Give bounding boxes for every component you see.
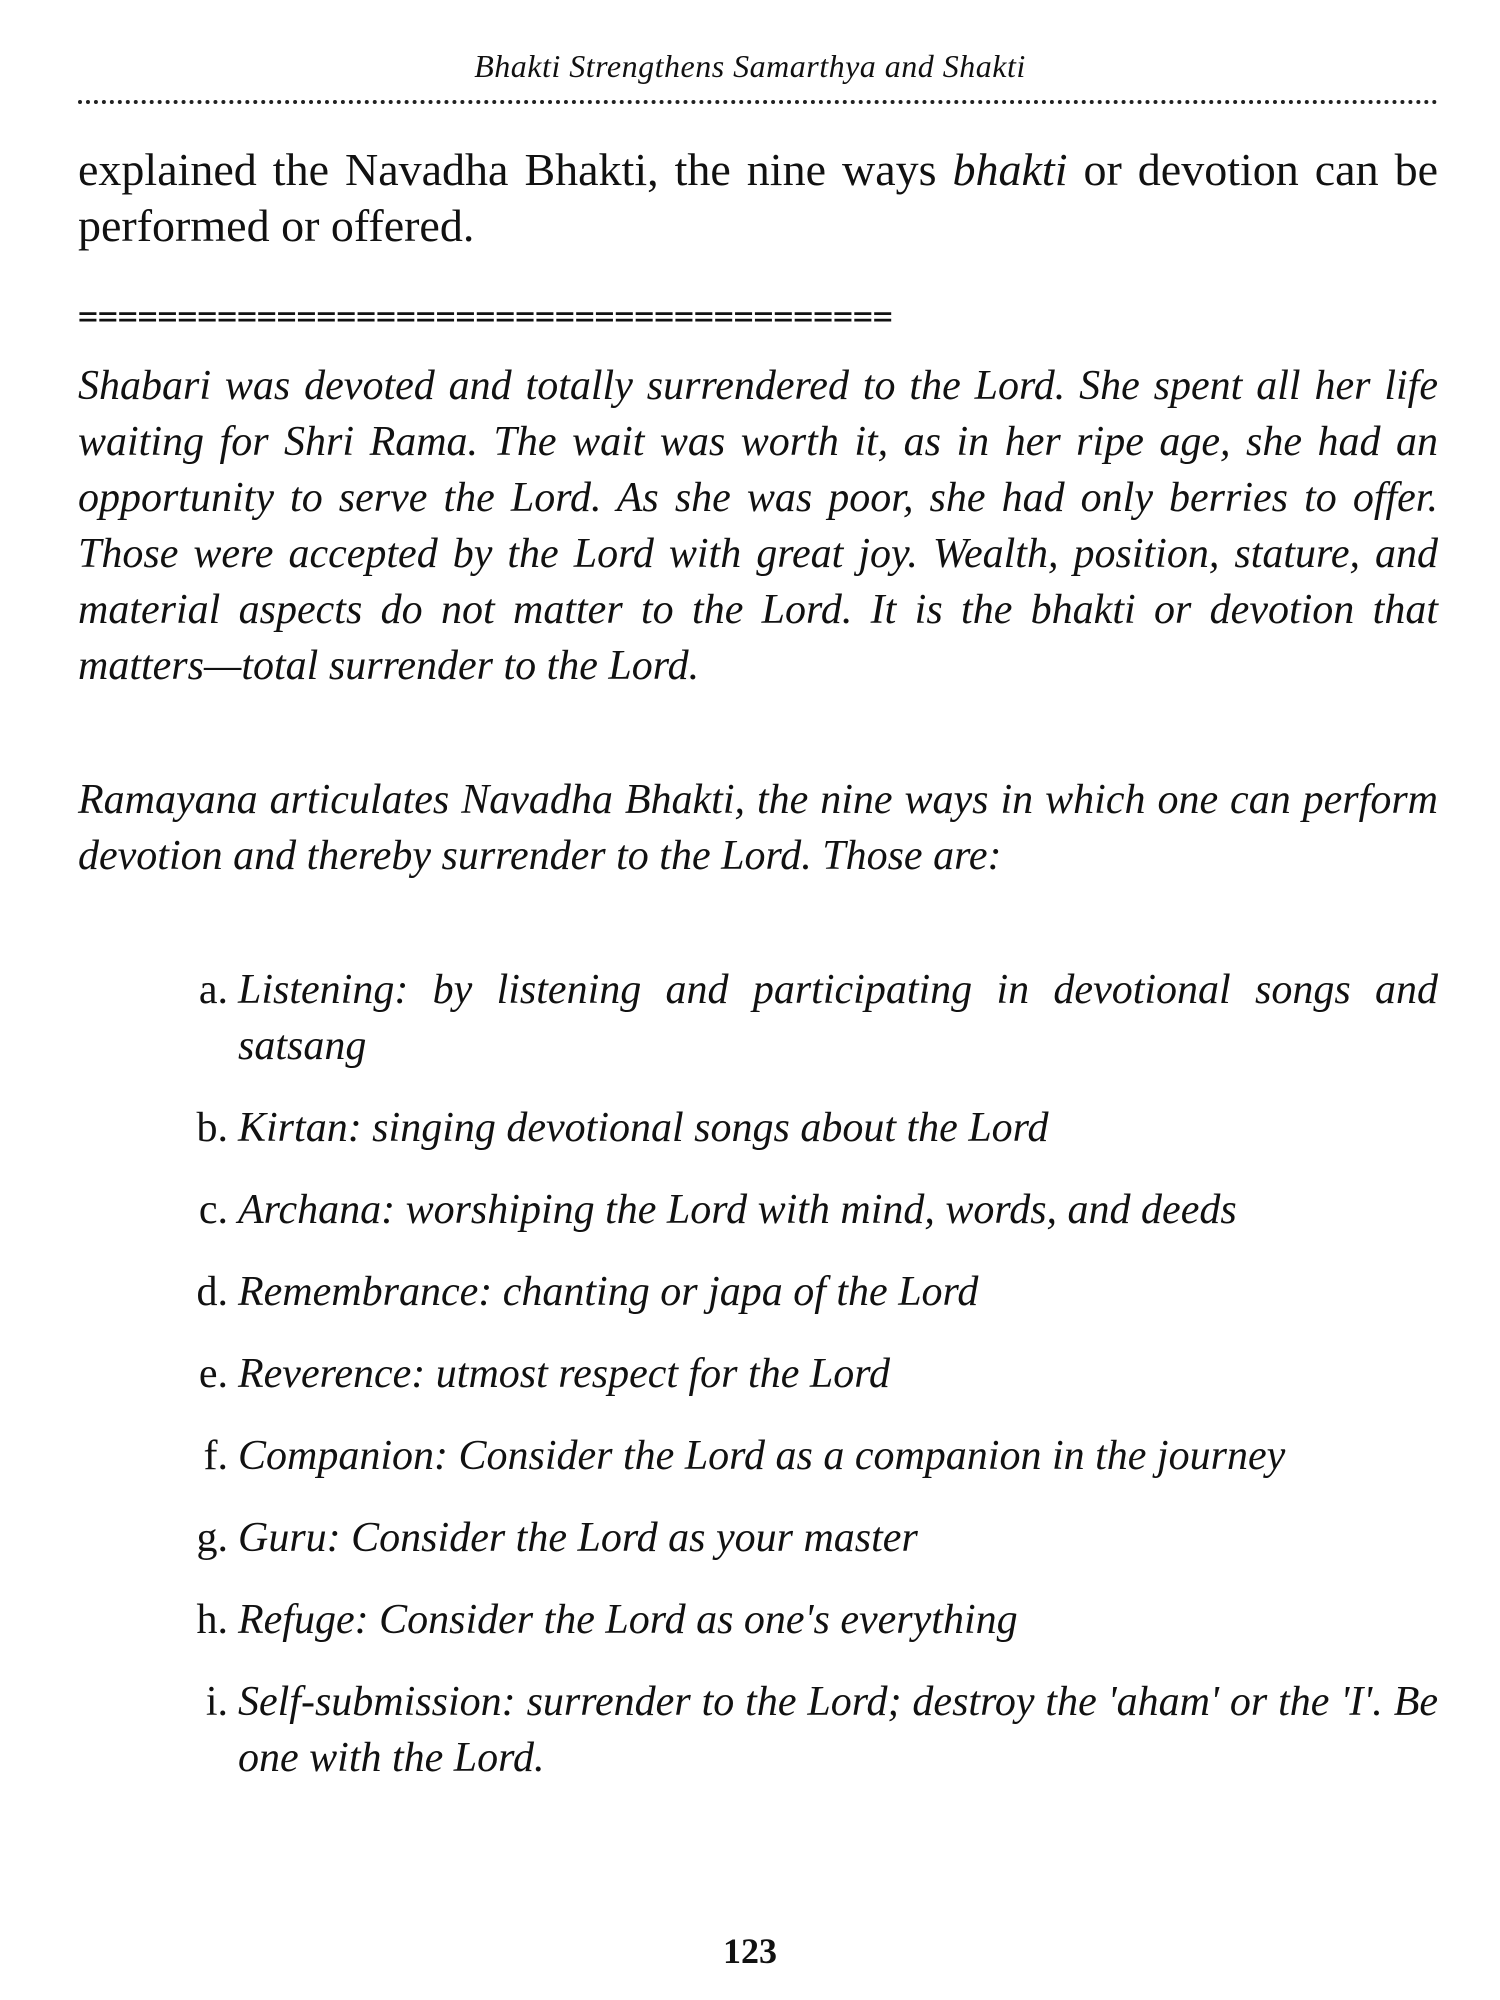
list-marker: h. [196, 1597, 228, 1643]
list-item [78, 1428, 1438, 1484]
list-marker: d. [196, 1269, 228, 1315]
list-item [78, 1674, 1438, 1786]
list-item [78, 1510, 1438, 1566]
list-item-text: Companion: Consider the Lord as a companion in the journey [238, 1433, 1286, 1479]
navadha-bhakti-list [78, 962, 1438, 1812]
section-separator: ========================================= [78, 296, 893, 335]
list-item [78, 1346, 1438, 1402]
list-item [78, 1592, 1438, 1648]
list-item-text: Listening: by listening and participating in devotional songs and satsang [238, 967, 1438, 1069]
page-number: 123 [723, 1931, 777, 1971]
intro-paragraph [78, 142, 1438, 254]
list-marker: a. [198, 967, 228, 1013]
intro-text-start: explained the Navadha Bhakti, the nine ways [78, 144, 953, 195]
list-item [78, 1264, 1438, 1320]
list-item-text: Reverence: utmost respect for the Lord [238, 1351, 890, 1397]
list-marker: c. [198, 1187, 228, 1233]
list-marker: i. [205, 1679, 228, 1725]
list-item-text: Archana: worshiping the Lord with mind, words, and deeds [238, 1187, 1237, 1233]
shabari-paragraph: Shabari was devoted and totally surrendered to the Lord. She spent all her life waiting for Shri Rama. The wait was worth it, as in her ripe age, she had an opportunity to serve the Lord. As she was poor, she had only berries to offer. Those were accepted by the Lord with great joy. Wealth, position, stature, and material aspects do not matter to the Lord. It is the bhakti or devotion that matters—total surrender to the Lord. [78, 363, 1438, 689]
list-marker: e. [198, 1351, 228, 1397]
list-item-text: Self-submission: surrender to the Lord; destroy the 'aham' or the 'I'. Be one with the Lord. [238, 1679, 1438, 1781]
list-item-text: Remembrance: chanting or japa of the Lord [238, 1269, 979, 1315]
list-item [78, 962, 1438, 1074]
list-marker: f. [203, 1433, 228, 1479]
list-marker: g. [196, 1515, 228, 1561]
header-dotted-rule [78, 100, 1438, 104]
ramayana-paragraph: Ramayana articulates Navadha Bhakti, the nine ways in which one can perform devotion and thereby surrender to the Lord. Those are: [78, 777, 1438, 879]
list-item [78, 1182, 1438, 1238]
list-item-text: Refuge: Consider the Lord as one's everything [238, 1597, 1018, 1643]
list-item [78, 1100, 1438, 1156]
list-item-text: Guru: Consider the Lord as your master [238, 1515, 918, 1561]
list-item-text: Kirtan: singing devotional songs about the Lord [238, 1105, 1049, 1151]
intro-italic-term: bhakti [952, 144, 1068, 195]
list-marker: b. [196, 1105, 228, 1151]
intro-text-end: or devotion can be performed or offered. [78, 144, 1439, 251]
running-head: Bhakti Strengthens Samarthya and Shakti [474, 48, 1026, 84]
